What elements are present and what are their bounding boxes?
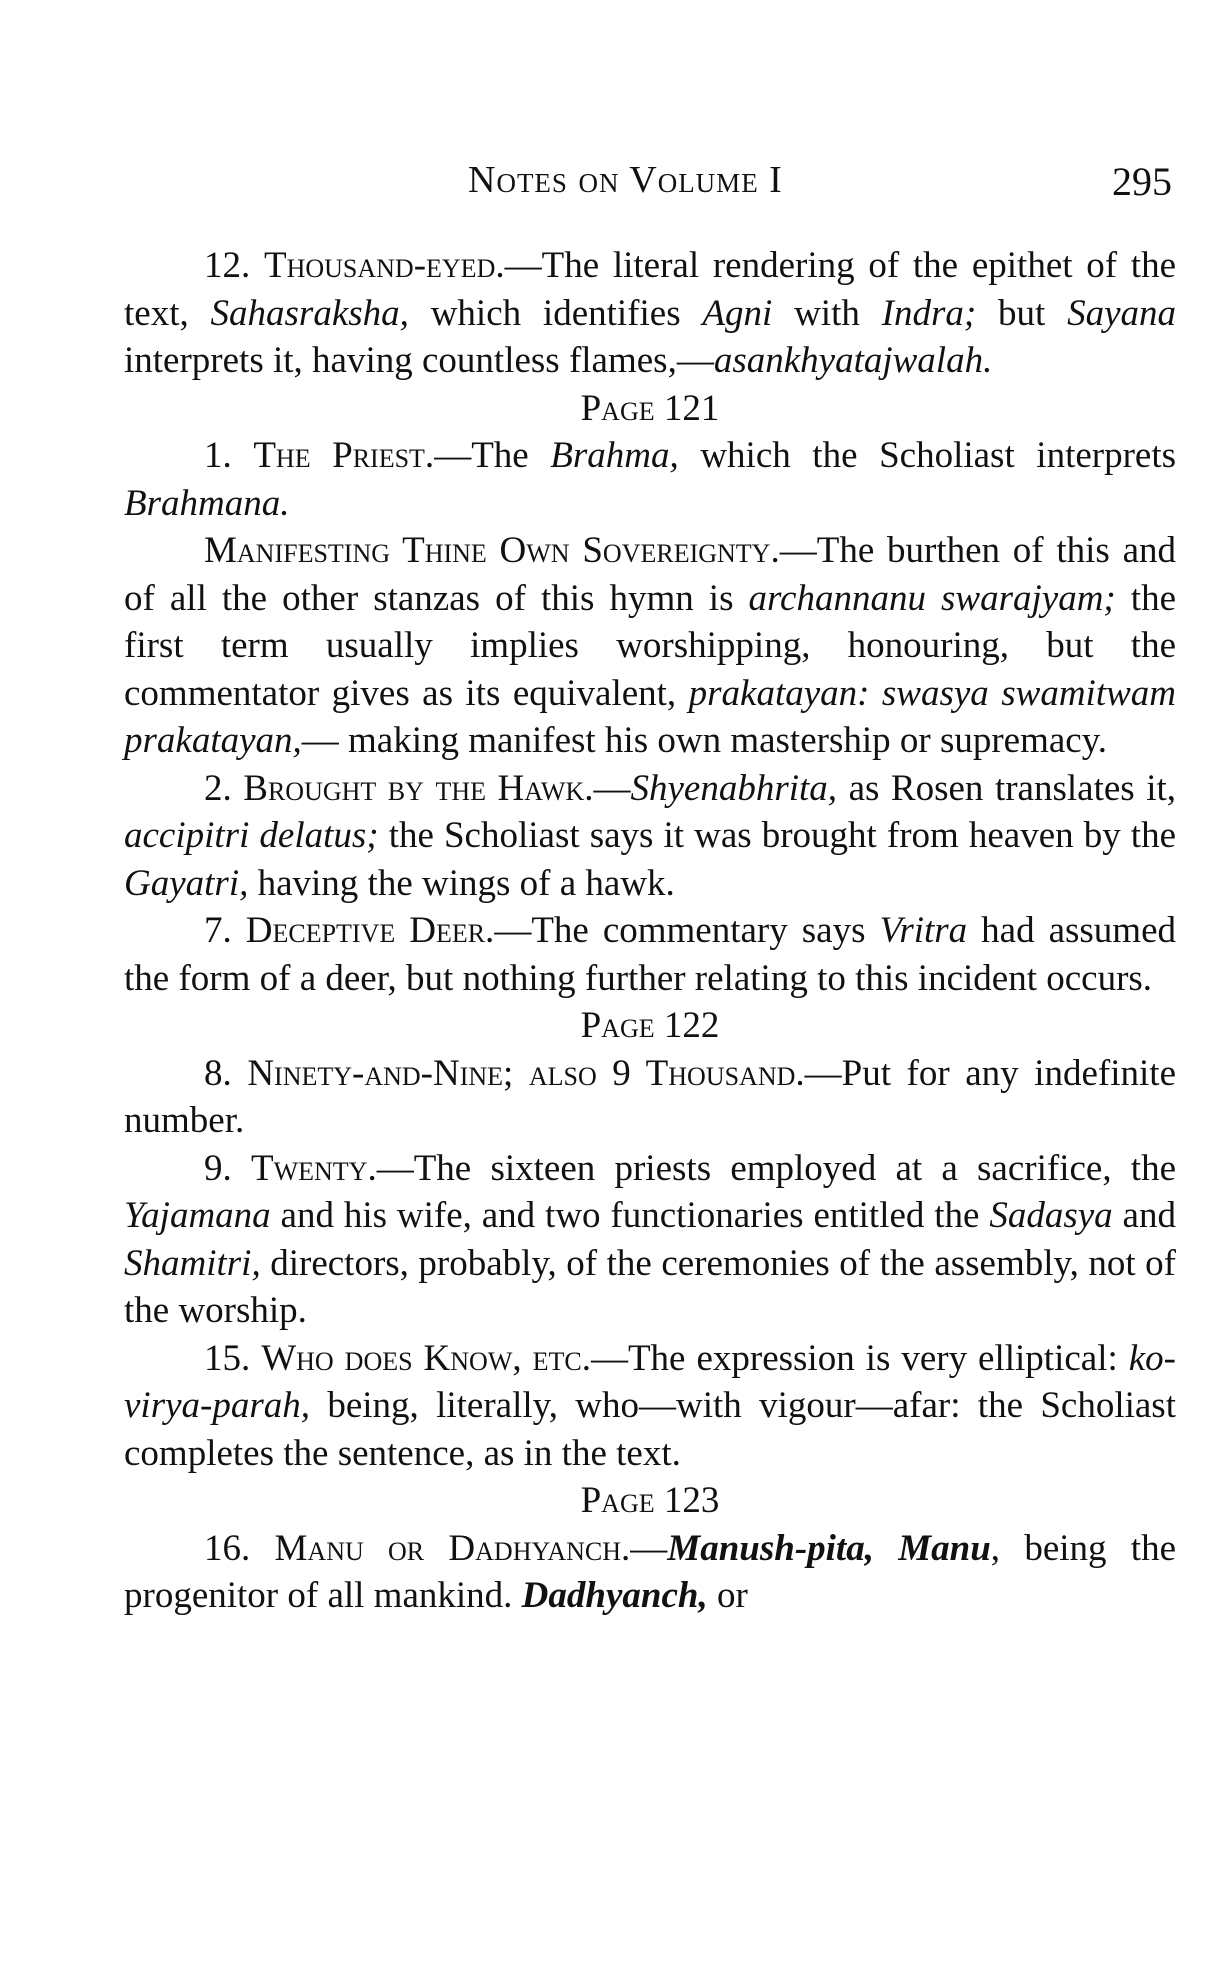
note-text: — making manifest his own mastership or supremacy. [301, 720, 1108, 761]
note-term: Ninety-and-Nine; also 9 Thousand. [247, 1052, 805, 1094]
note-term: Who does Know, etc. [261, 1337, 591, 1379]
section-heading-page-123: Page 123 [580, 1480, 720, 1521]
note-text: interprets it, having countless flames,— [124, 340, 714, 381]
notes-body [124, 242, 1176, 1620]
note-term: Manu or Dadhyanch. [274, 1527, 631, 1569]
note-text: —The commentary says [494, 910, 880, 951]
note-text: — [630, 1527, 668, 1569]
note-term: Twenty. [250, 1147, 377, 1189]
note-text: which identifies [408, 292, 703, 334]
section-heading-page-122: Page 122 [580, 1005, 720, 1046]
note-number: 9. [204, 1147, 232, 1189]
italic-term: Shamitri, [124, 1242, 261, 1284]
italic-term: Manush-pita, Manu [667, 1527, 991, 1569]
note-2 [124, 765, 1176, 908]
running-title: Notes on Volume I [468, 159, 783, 201]
italic-term: Agni [702, 292, 773, 334]
note-text: —Put for any indefinite number. [124, 1052, 1176, 1141]
note-text: — [504, 245, 542, 286]
note-term: Brought by the Hawk. [243, 767, 594, 809]
italic-term: Brahma, [550, 435, 679, 476]
italic-term: Vritra [879, 910, 968, 951]
note-text: as Rosen translates it, [837, 767, 1177, 809]
italic-term: ko-virya-parah, [124, 1337, 1176, 1426]
italic-term: Indra; [881, 292, 977, 334]
note-text: the first term usually implies worshipping, honouring, but the commentator gives as its equivalent, [124, 577, 1176, 714]
note-text: —The burthen of this and of all the other stanzas of this hymn is [124, 530, 1177, 619]
note-12 [124, 242, 1176, 385]
italic-term: archannanu swarajyam; [748, 577, 1116, 619]
note-term: Manifesting Thine Own Sovereignty. [204, 530, 780, 571]
note-text: , being the progenitor of all mankind. [124, 1527, 1177, 1616]
note-text: and his wife, and two functionaries entitled the [270, 1195, 990, 1236]
note-text: — [593, 767, 631, 809]
note-text: directors, probably, of the ceremonies of the assembly, not of the worship. [124, 1242, 1176, 1331]
note-number: 1. [204, 435, 232, 476]
note-term: The Priest. [253, 435, 435, 476]
note-text: being, literally, who—with vigour—afar: the Scholiast completes the sentence, as in the text. [124, 1385, 1176, 1474]
note-text: having the wings of a hawk. [248, 862, 675, 904]
italic-term: Yajamana [124, 1195, 271, 1236]
italic-term: Sayana [1067, 292, 1177, 334]
note-text: the Scholiast says it was brought from heaven by the [378, 815, 1176, 856]
note-text: —The expression is very elliptical: [590, 1337, 1129, 1379]
note-1 [124, 432, 1176, 527]
note-text: and [1112, 1195, 1176, 1236]
page-header [0, 158, 1228, 218]
note-number: 8. [204, 1052, 232, 1094]
note-text: had assumed the form of a deer, but nothing further relating to this incident occurs. [124, 910, 1177, 999]
italic-term: Shyenabhrita, [630, 767, 838, 809]
note-number: 15. [204, 1337, 251, 1379]
italic-term: accipitri delatus; [124, 815, 379, 856]
italic-term: Dadhyanch, [521, 1575, 708, 1616]
section-heading-page-121: Page 121 [580, 387, 720, 429]
note-text: —The sixteen priests employed at a sacrifice, the [376, 1147, 1177, 1189]
note-text: with [772, 292, 882, 334]
italic-term: Sadasya [989, 1195, 1113, 1236]
note-term: Deceptive Deer. [245, 910, 495, 951]
note-16 [124, 1525, 1176, 1620]
note-number: 2. [204, 767, 232, 809]
note-text: which the Scholiast interprets [678, 435, 1177, 476]
italic-term: Gayatri, [124, 862, 249, 904]
page-number: 295 [1112, 159, 1172, 204]
note-term: Thousand-eyed. [263, 245, 505, 286]
note-manifesting [124, 527, 1176, 765]
note-text: The literal rendering of the epithet of the text, [124, 245, 1176, 334]
note-9 [124, 1145, 1176, 1335]
note-number: 7. [204, 910, 232, 951]
note-text: —The [434, 435, 551, 476]
italic-term: asankhyatajwalah. [713, 340, 993, 381]
italic-term: Brahmana. [124, 482, 290, 524]
note-7 [124, 907, 1176, 1002]
italic-term: prakatayan: swasya swamitwam prakatayan, [124, 672, 1176, 761]
note-text: or [707, 1575, 748, 1616]
note-8 [124, 1050, 1176, 1145]
note-number: 16. [204, 1527, 251, 1569]
italic-term: Sahasraksha, [210, 292, 409, 334]
note-number: 12. [204, 245, 251, 286]
note-text: but [976, 292, 1068, 334]
note-15 [124, 1335, 1176, 1478]
